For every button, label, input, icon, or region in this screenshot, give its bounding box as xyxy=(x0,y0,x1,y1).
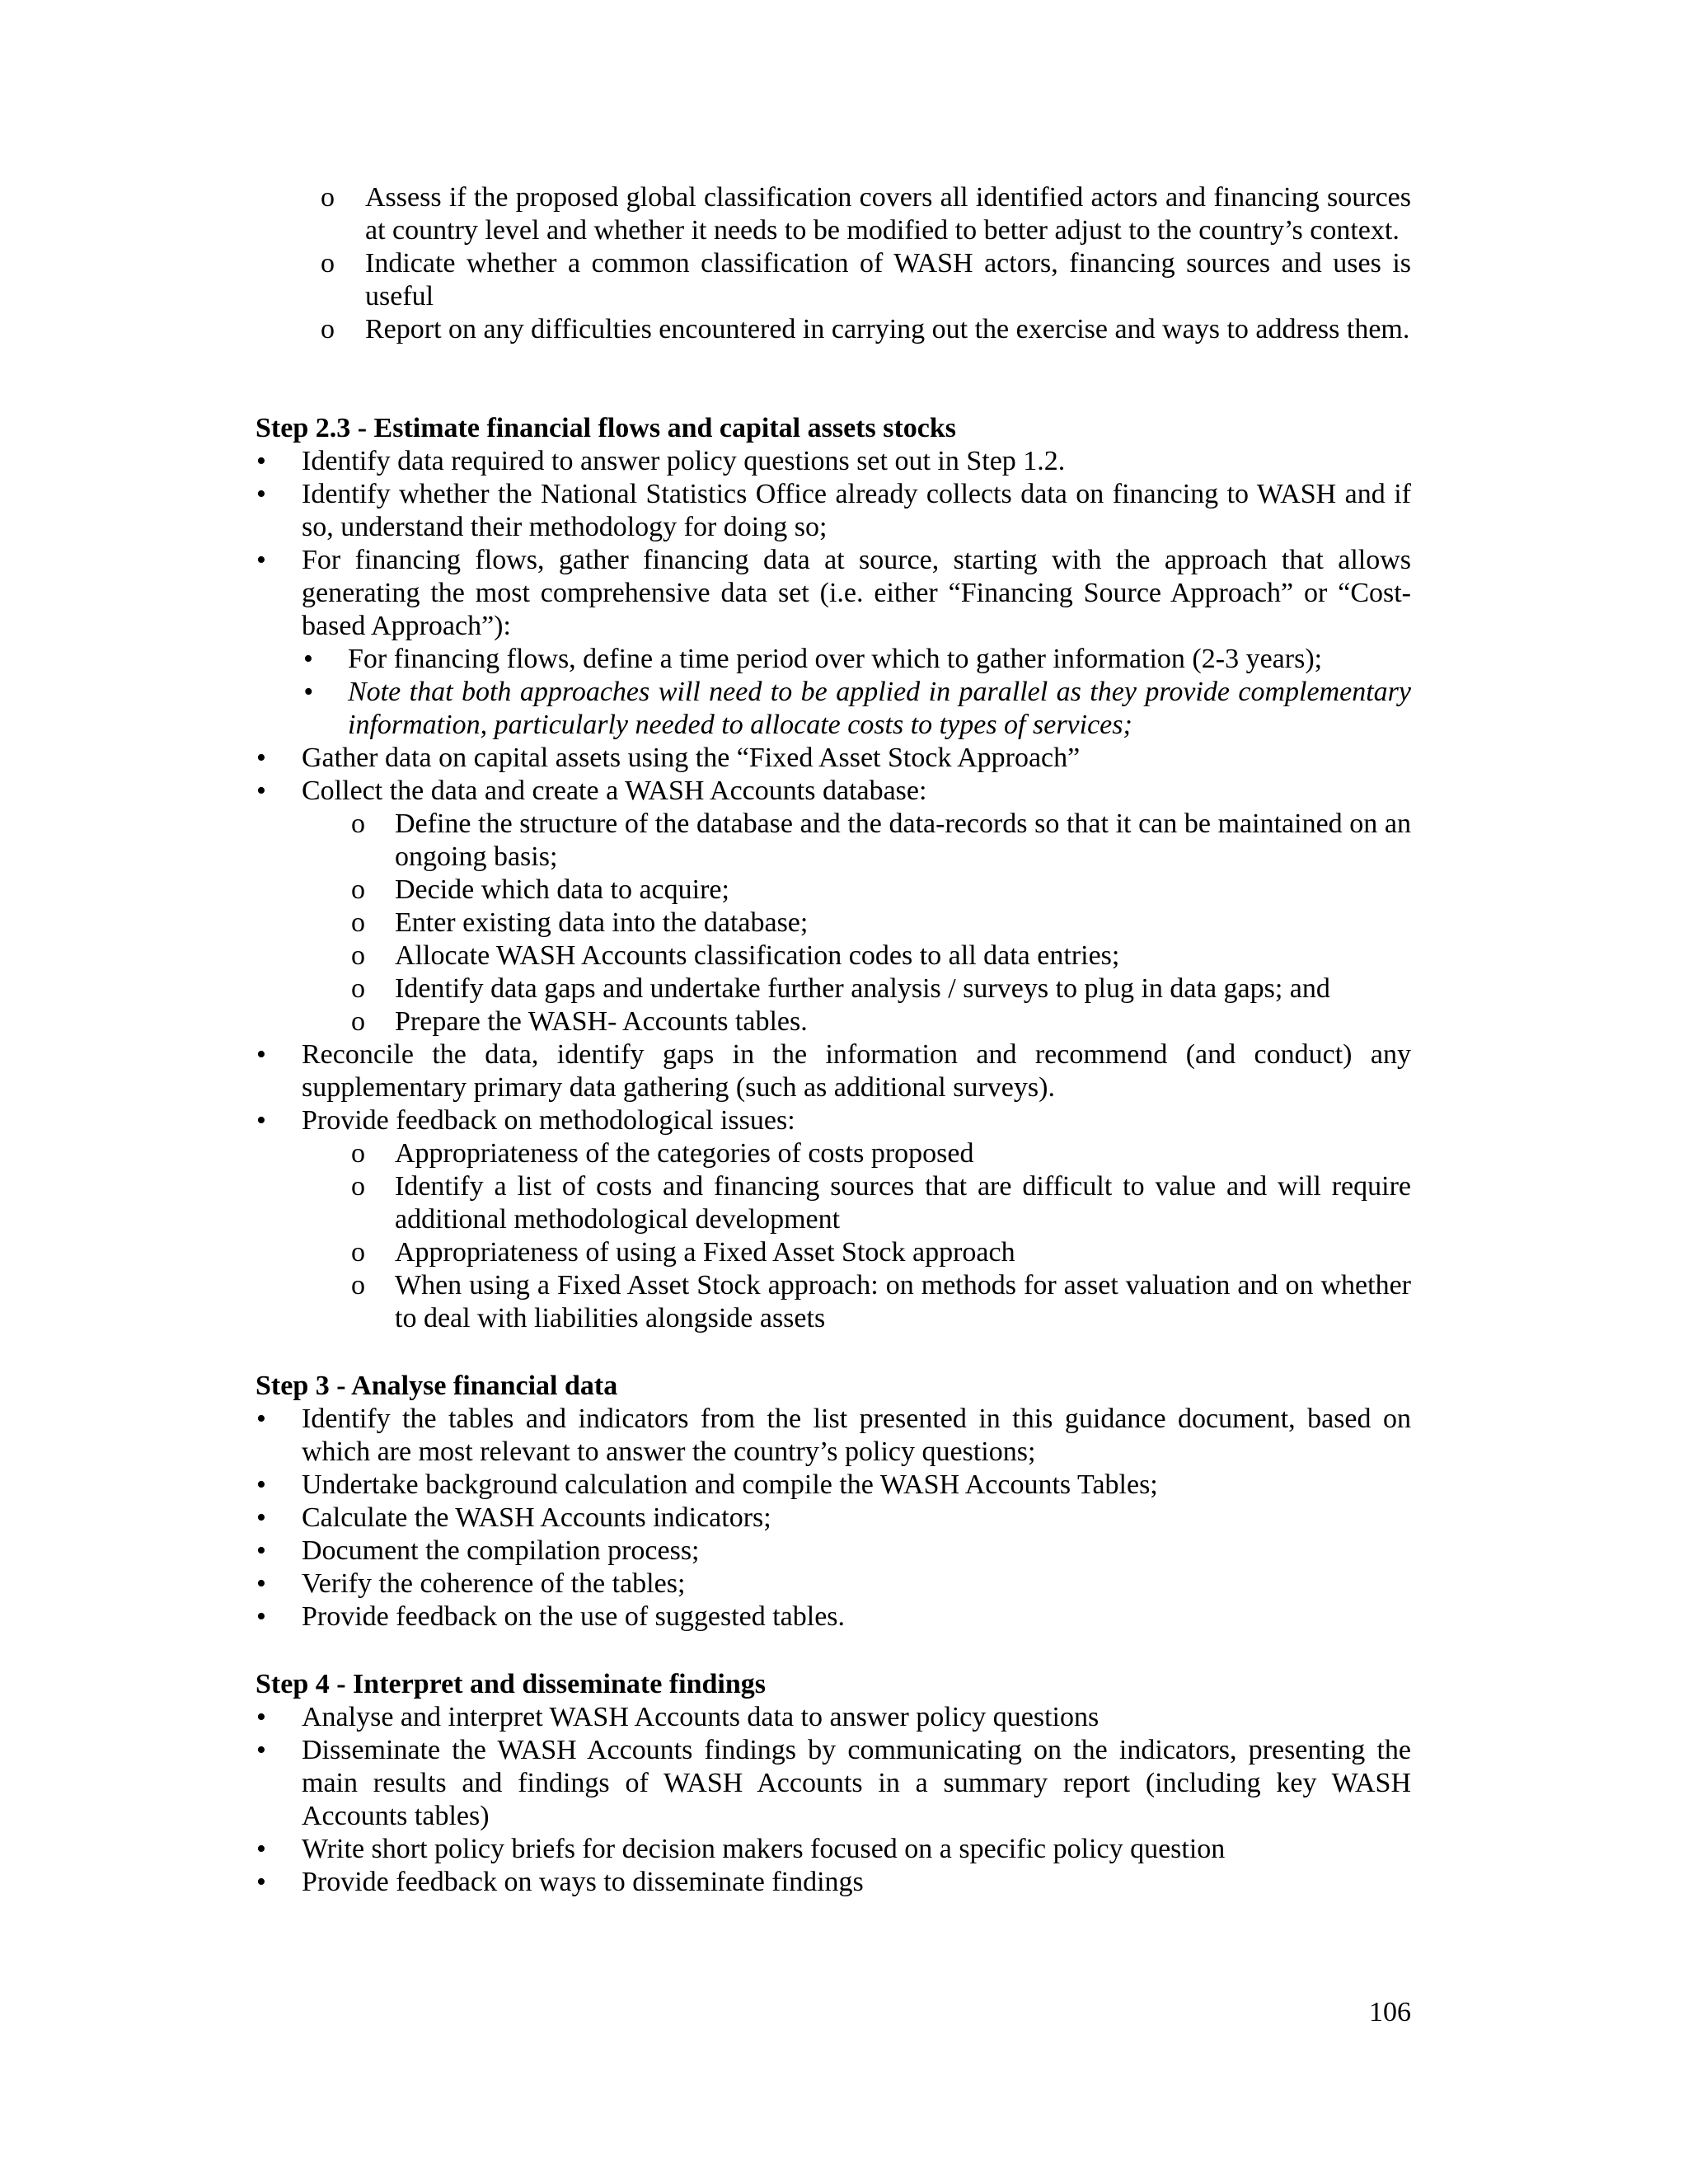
list-item: o Appropriateness of using a Fixed Asset Stock approach xyxy=(351,1237,1015,1268)
list-item: o Appropriateness of the categories of costs proposed xyxy=(351,1138,974,1169)
circle-marker-icon: o xyxy=(351,1171,365,1202)
section-heading: Step 4 - Interpret and disseminate findings xyxy=(256,1669,766,1699)
circle-marker-icon: o xyxy=(351,907,365,938)
list-item: • For financing flows, define a time period over which to gather information (2-3 years); xyxy=(303,644,1323,674)
bullet-marker-icon: • xyxy=(256,1735,266,1765)
list-item: o Identify data gaps and undertake further analysis / surveys to plug in data gaps; and xyxy=(351,973,1330,1004)
document-page xyxy=(256,181,1411,1899)
circle-marker-icon: o xyxy=(351,973,365,1004)
step-2-3-section xyxy=(256,412,1411,1335)
list-item: o Define the structure of the database and the data-records so that it can be maintained on an ongoing basis; xyxy=(351,808,1411,872)
circle-marker-icon: o xyxy=(321,182,335,213)
list-item: • Collect the data and create a WASH Accounts database: o Define the structure of the database and the data-records so that it can be maintained on an ongoing basis; o Decide which data to acquire; o Enter existing data into the database; o Allocate WASH Accounts classification codes to all data entries; o Identify data gaps and undertake further analysis / surveys to plug in data gaps; and o Prepare the WASH- Accounts tables. xyxy=(256,776,1411,1037)
nested-list xyxy=(302,808,1411,1038)
circle-marker-icon: o xyxy=(351,808,365,839)
bullet-marker-icon: • xyxy=(256,1502,266,1533)
step-2-3-list xyxy=(256,445,1411,1335)
list-item: • Gather data on capital assets using the “Fixed Asset Stock Approach” xyxy=(256,743,1081,773)
bullet-marker-icon: • xyxy=(256,545,266,575)
list-item: • Verify the coherence of the tables; xyxy=(256,1568,686,1599)
list-item: o Enter existing data into the database; xyxy=(351,907,809,938)
nested-list xyxy=(302,643,1411,742)
bullet-marker-icon: • xyxy=(256,1601,266,1632)
list-item: o Identify a list of costs and financing sources that are difficult to value and will require additional methodological development xyxy=(351,1171,1411,1235)
section-heading: Step 3 - Analyse financial data xyxy=(256,1371,618,1401)
bullet-marker-icon: • xyxy=(256,1404,266,1434)
bullet-marker-icon: • xyxy=(256,479,266,509)
circle-marker-icon: o xyxy=(351,1237,365,1268)
list-item: • Identify data required to answer policy questions set out in Step 1.2. xyxy=(256,446,1066,476)
circle-marker-icon: o xyxy=(351,1270,365,1301)
circle-marker-icon: o xyxy=(351,940,365,971)
nested-list xyxy=(302,1137,1411,1335)
list-item: • For financing flows, gather financing data at source, starting with the approach that allows generating the most comprehensive data set (i.e. either “Financing Source Approach” or “Cost-based Approach”): • For financing flows, define a time period over which to gather information (2-3 years); • Note that both approaches will need to be applied in parallel as they provide complementary information, particularly needed to allocate costs to types of services; xyxy=(256,545,1411,740)
step-4-section xyxy=(256,1668,1411,1899)
list-item: • Note that both approaches will need to be applied in parallel as they provide complementary information, particularly needed to allocate costs to types of services; xyxy=(303,677,1411,740)
step-4-list xyxy=(256,1701,1411,1899)
bullet-marker-icon: • xyxy=(303,644,313,674)
list-item: o Assess if the proposed global classification covers all identified actors and financing sources at country level and whether it needs to be modified to better adjust to the country’s context. xyxy=(321,182,1411,246)
bullet-marker-icon: • xyxy=(256,1105,266,1136)
list-item: • Disseminate the WASH Accounts findings by communicating on the indicators, presenting the main results and findings of WASH Accounts in a summary report (including key WASH Accounts tables) xyxy=(256,1735,1411,1831)
list-item: • Reconcile the data, identify gaps in the information and recommend (and conduct) any supplementary primary data gathering (such as additional surveys). xyxy=(256,1039,1411,1103)
circle-marker-icon: o xyxy=(351,1006,365,1037)
bullet-marker-icon: • xyxy=(256,1867,266,1897)
circle-marker-icon: o xyxy=(351,874,365,905)
bullet-marker-icon: • xyxy=(256,1039,266,1070)
list-item: • Provide feedback on the use of suggested tables. xyxy=(256,1601,846,1632)
circle-marker-icon: o xyxy=(321,314,335,344)
page-number: 106 xyxy=(1369,1997,1411,2027)
list-item: • Identify whether the National Statistics Office already collects data on financing to WASH and if so, understand their methodology for doing so; xyxy=(256,479,1411,542)
section-heading: Step 2.3 - Estimate financial flows and capital assets stocks xyxy=(256,413,957,443)
bullet-marker-icon: • xyxy=(256,446,266,476)
list-item: • Document the compilation process; xyxy=(256,1535,700,1566)
bullet-marker-icon: • xyxy=(256,776,266,806)
bullet-marker-icon: • xyxy=(256,1535,266,1566)
list-item: • Analyse and interpret WASH Accounts data to answer policy questions xyxy=(256,1702,1100,1732)
bullet-marker-icon: • xyxy=(256,1834,266,1864)
list-item: o When using a Fixed Asset Stock approach: on methods for asset valuation and on whether to deal with liabilities alongside assets xyxy=(351,1270,1411,1333)
list-item: • Provide feedback on ways to disseminate findings xyxy=(256,1867,864,1897)
list-item: • Provide feedback on methodological issues: o Appropriateness of the categories of costs proposed o Identify a list of costs and financing sources that are difficult to value and will require additional methodological development o Appropriateness of using a Fixed Asset Stock approach o When using a Fixed Asset Stock approach: on methods for asset valuation and on whether to deal with liabilities alongside assets xyxy=(256,1105,1411,1333)
list-item: o Decide which data to acquire; xyxy=(351,874,729,905)
list-item: • Calculate the WASH Accounts indicators; xyxy=(256,1502,771,1533)
list-item: o Report on any difficulties encountered in carrying out the exercise and ways to address them. xyxy=(321,314,1410,344)
list-item: o Prepare the WASH- Accounts tables. xyxy=(351,1006,808,1037)
list-item: o Allocate WASH Accounts classification codes to all data entries; xyxy=(351,940,1120,971)
intro-list xyxy=(256,181,1411,346)
list-item: • Identify the tables and indicators from the list presented in this guidance document, based on which are most relevant to answer the country’s policy questions; xyxy=(256,1404,1411,1467)
circle-marker-icon: o xyxy=(351,1138,365,1169)
list-item: o Indicate whether a common classification of WASH actors, financing sources and uses is useful xyxy=(321,248,1411,312)
circle-marker-icon: o xyxy=(321,248,335,279)
bullet-marker-icon: • xyxy=(256,743,266,773)
step-3-section xyxy=(256,1370,1411,1633)
bullet-marker-icon: • xyxy=(303,677,313,707)
step-3-list xyxy=(256,1403,1411,1633)
list-item: • Undertake background calculation and compile the WASH Accounts Tables; xyxy=(256,1469,1158,1500)
bullet-marker-icon: • xyxy=(256,1568,266,1599)
bullet-marker-icon: • xyxy=(256,1469,266,1500)
list-item: • Write short policy briefs for decision makers focused on a specific policy question xyxy=(256,1834,1226,1864)
bullet-marker-icon: • xyxy=(256,1702,266,1732)
